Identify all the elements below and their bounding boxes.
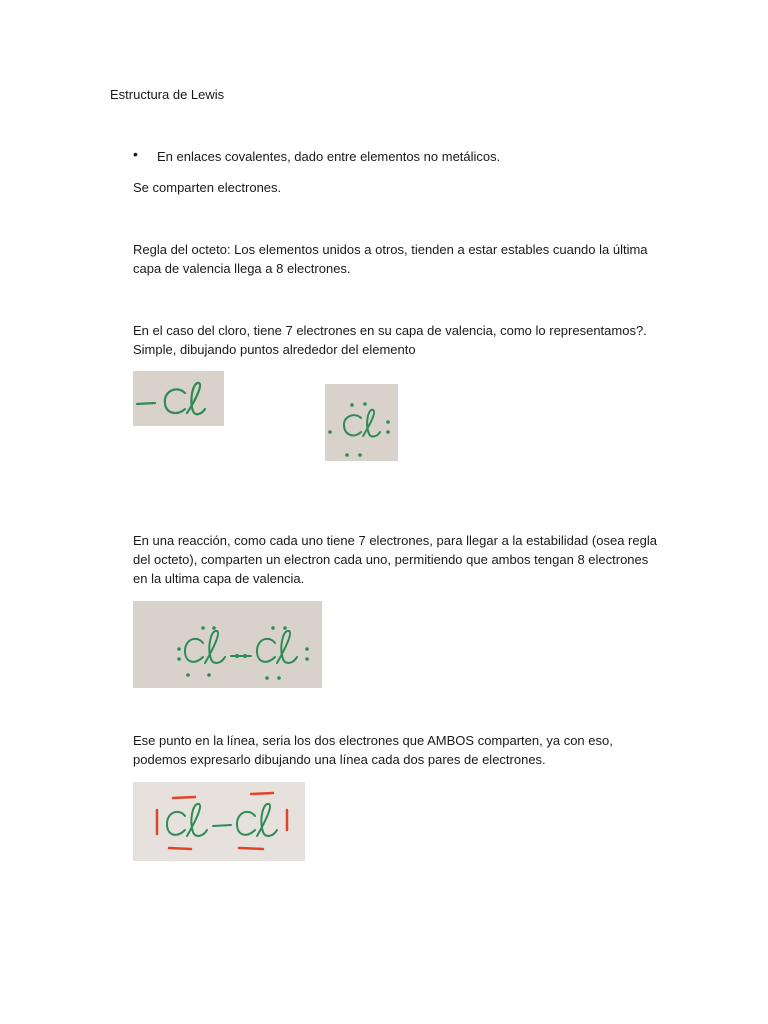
paragraph-shared-line-line2: podemos expresarlo dibujando una línea cada dos pares de electrones.	[133, 752, 546, 767]
paragraph-octet-rule-line2: capa de valencia llega a 8 electrones.	[133, 261, 351, 276]
image-cl-seven-dots	[325, 384, 398, 461]
paragraph-shared-electrons: Se comparten electrones.	[133, 180, 282, 195]
bullet-icon: •	[133, 146, 138, 162]
paragraph-reaction-line1: En una reacción, como cada uno tiene 7 electrones, para llegar a la estabilidad (osea regla	[133, 533, 657, 548]
image-cl-dash	[133, 371, 224, 426]
paragraph-chlorine-line1: En el caso del cloro, tiene 7 electrones en su capa de valencia, como lo representamos?.	[133, 323, 647, 338]
document-title: Estructura de Lewis	[110, 87, 225, 102]
image-cl2-lines	[133, 782, 305, 861]
bullet-text: En enlaces covalentes, dado entre elementos no metálicos.	[157, 149, 501, 164]
paragraph-reaction-line3: en la ultima capa de valencia.	[133, 571, 305, 586]
paragraph-reaction-line2: del octeto), comparten un electron cada uno, permitiendo que ambos tengan 8 electrones	[133, 552, 649, 567]
paragraph-octet-rule-line1: Regla del octeto: Los elementos unidos a otros, tienden a estar estables cuando la última	[133, 242, 648, 257]
image-cl2-dots	[133, 601, 322, 688]
paragraph-chlorine-line2: Simple, dibujando puntos alrededor del elemento	[133, 342, 416, 357]
paragraph-shared-line-line1: Ese punto en la línea, seria los dos electrones que AMBOS comparten, ya con eso,	[133, 733, 613, 748]
